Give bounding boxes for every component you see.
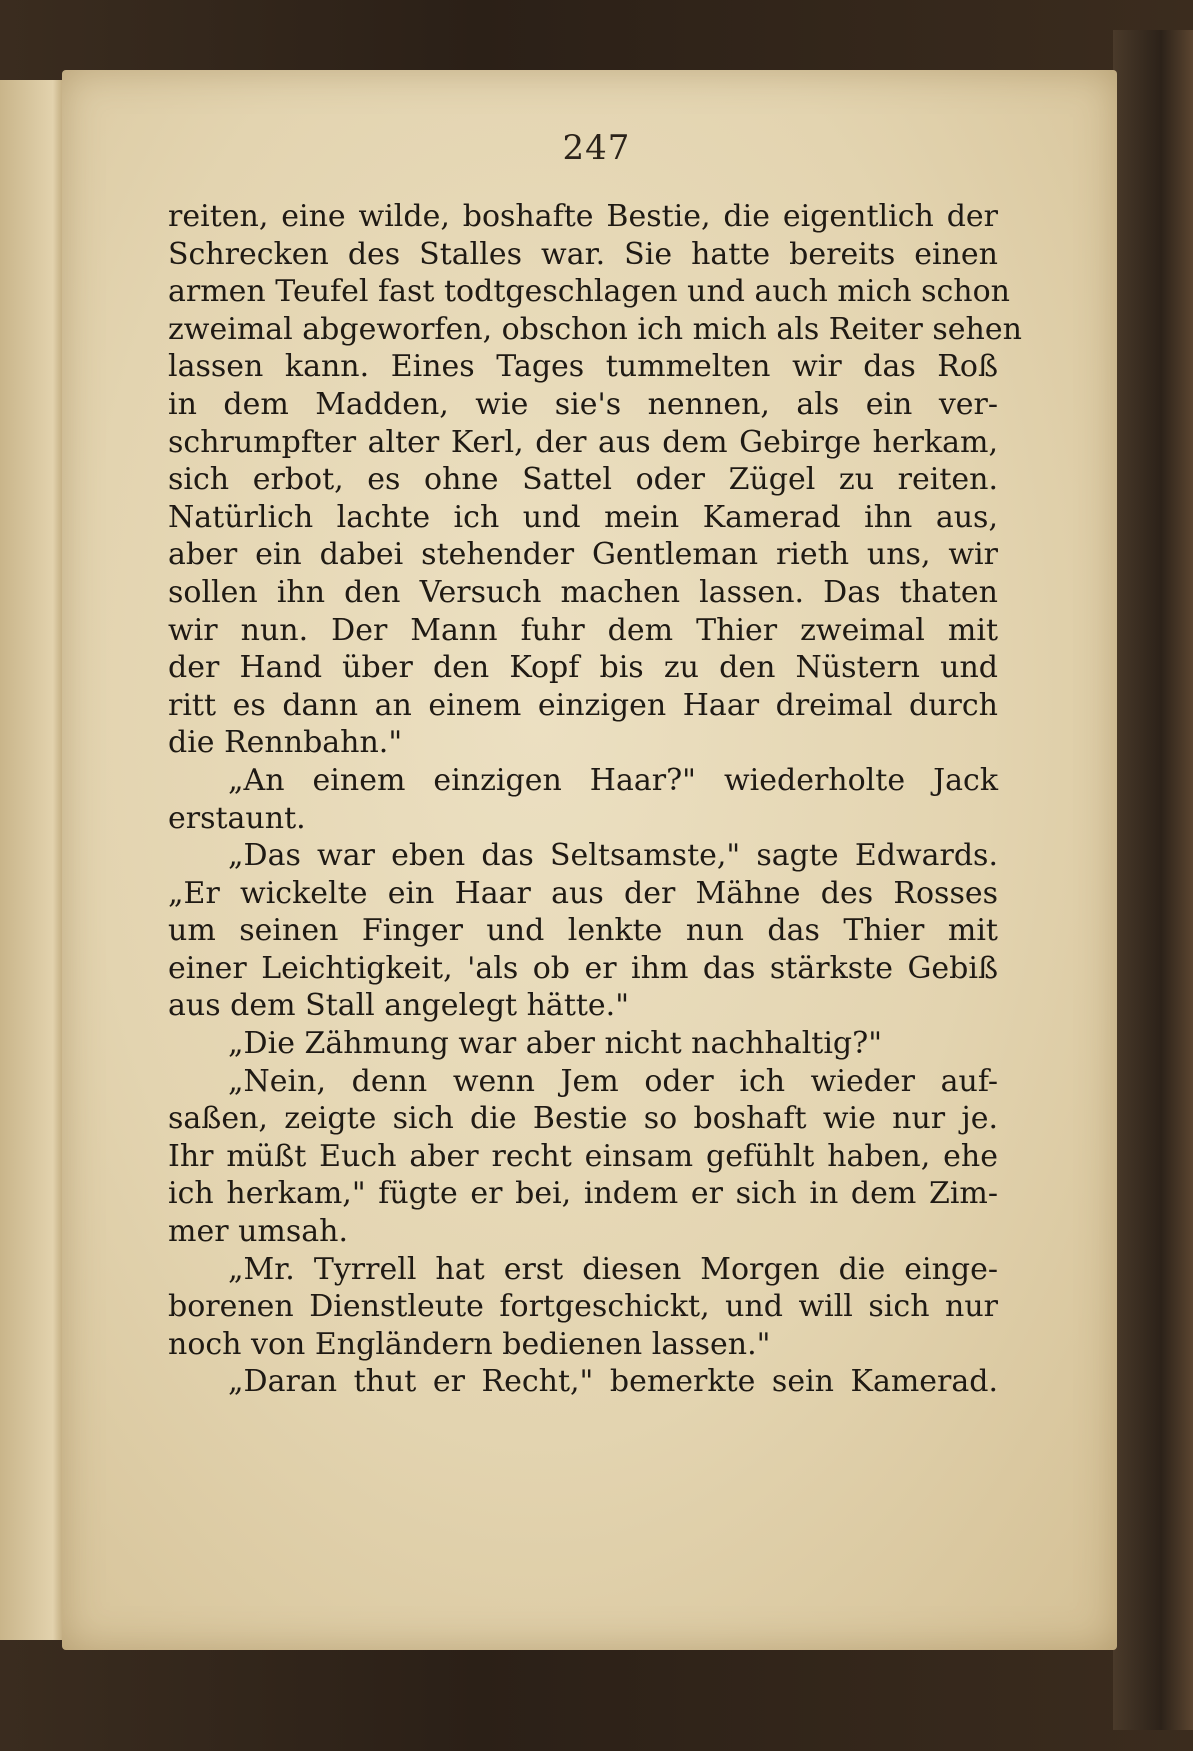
text-line: lassen kann. Eines Tages tummelten wir das Roß — [168, 349, 998, 385]
text-line: sollen ihn den Versuch machen lassen. Das thaten — [168, 574, 998, 610]
text-line: die Rennbahn." — [168, 725, 403, 761]
text-line: ich herkam," fügte er bei, indem er sich in dem Zim- — [168, 1176, 998, 1212]
text-line: zweimal abgeworfen, obschon ich mich als Reiter sehen — [168, 311, 1022, 347]
text-line: „Daran thut er Recht," bemerkte sein Kamerad. — [228, 1364, 998, 1400]
text-line: reiten, eine wilde, boshafte Bestie, die eigentlich der — [168, 199, 998, 234]
text-line: „An einem einzigen Haar?" wiederholte Jack — [228, 762, 998, 798]
text-line: erstaunt. — [168, 800, 306, 836]
text-line: „Nein, denn wenn Jem oder ich wieder auf- — [228, 1063, 998, 1099]
text-line: der Hand über den Kopf bis zu den Nüstern und — [168, 650, 998, 686]
text-line: aus dem Stall angelegt hätte." — [168, 988, 630, 1024]
text-line: noch von Engländern bedienen lassen." — [168, 1326, 771, 1362]
text-line: mer umsah. — [168, 1214, 348, 1250]
text-line: Schrecken des Stalles war. Sie hatte bereits einen — [168, 236, 998, 272]
text-line: armen Teufel fast todtgeschlagen und auch mich schon — [168, 274, 1011, 310]
text-line: borenen Dienstleute fortgeschickt, und will sich nur — [168, 1289, 998, 1325]
text-line: saßen, zeigte sich die Bestie so boshaft wie nur je. — [168, 1101, 998, 1137]
text-line: Natürlich lachte ich und mein Kamerad ihn aus, — [168, 499, 998, 535]
facing-page-edge — [0, 80, 68, 1640]
text-line: ritt es dann an einem einzigen Haar dreimal durch — [168, 687, 998, 723]
text-line: Ihr müßt Euch aber recht einsam gefühlt haben, ehe — [168, 1138, 998, 1174]
text-line: „Mr. Tyrrell hat erst diesen Morgen die einge- — [228, 1251, 998, 1287]
text-line: schrumpfter alter Kerl, der aus dem Gebirge herkam, — [168, 424, 998, 460]
text-line: „Er wickelte ein Haar aus der Mähne des Rosses — [168, 875, 998, 911]
text-line: in dem Madden, wie sie's nennen, als ein ver- — [168, 386, 998, 422]
text-line: aber ein dabei stehender Gentleman rieth uns, wir — [168, 537, 998, 573]
text-line: „Die Zähmung war aber nicht nachhaltig?" — [228, 1026, 883, 1062]
cover-edge — [1113, 30, 1193, 1730]
page-text — [168, 198, 1022, 1401]
text-line: „Das war eben das Seltsamste," sagte Edwards. — [228, 838, 998, 874]
page-number: 247 — [562, 128, 631, 168]
text-line: wir nun. Der Mann fuhr dem Thier zweimal mit — [168, 612, 998, 648]
text-line: sich erbot, es ohne Sattel oder Zügel zu reiten. — [168, 462, 998, 498]
text-line: einer Leichtigkeit, 'als ob er ihm das stärkste Gebiß — [168, 950, 998, 986]
text-line: um seinen Finger und lenkte nun das Thier mit — [168, 913, 998, 949]
